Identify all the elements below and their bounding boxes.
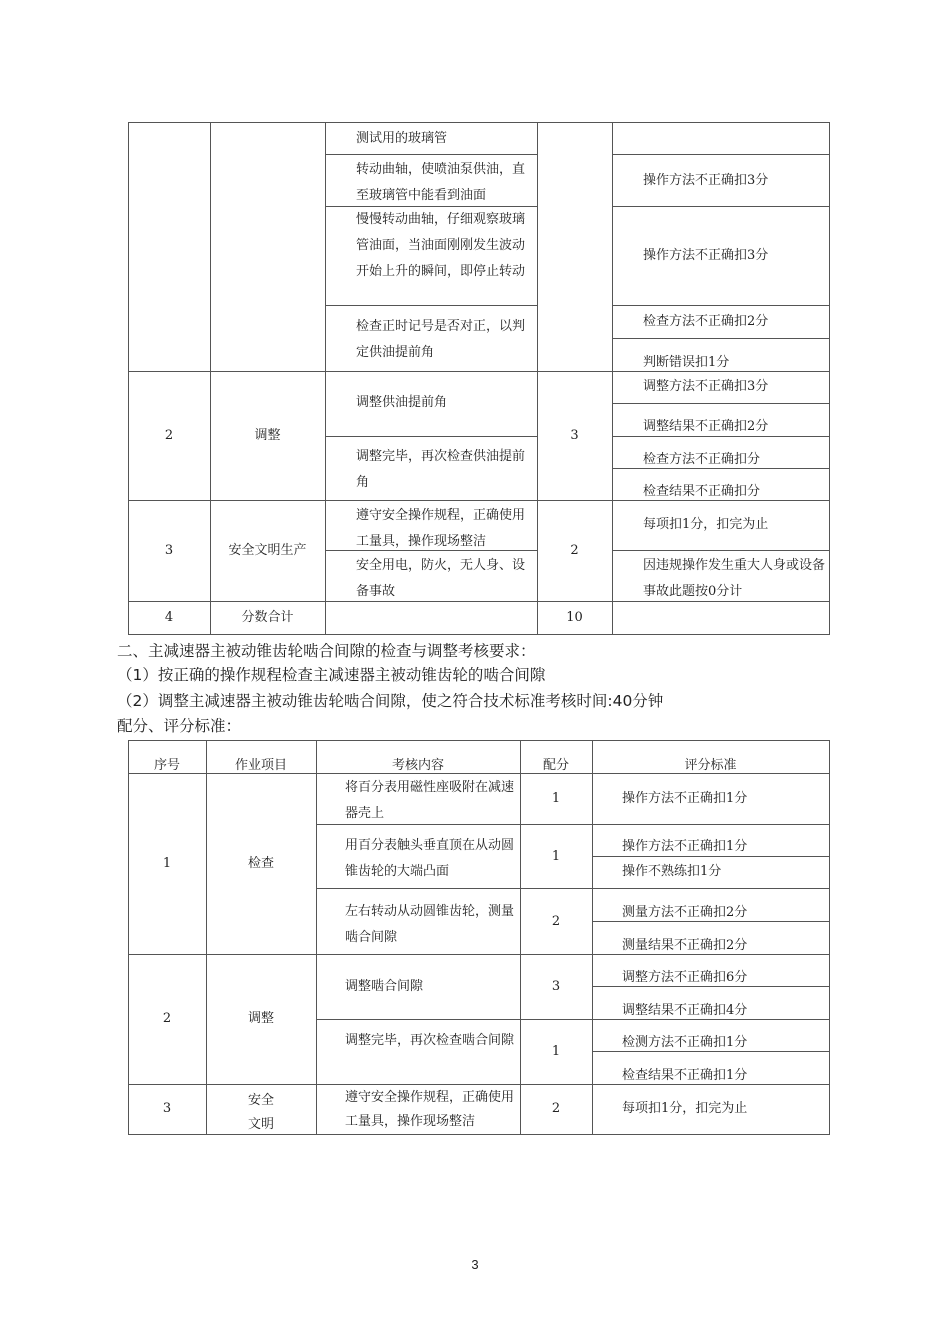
work-item: 调整 (254, 428, 281, 443)
header-standard: 评分标准 (684, 758, 737, 773)
table-cell: 检查正时记号是否对正，以判定供油提前角 (356, 319, 526, 360)
table-cell: 因违规操作发生重大人身或设备事故此题按0分计 (643, 558, 826, 599)
table-cell: 转动曲轴，使喷油泵供油，直至玻璃管中能看到油面 (356, 162, 526, 203)
table-cell: 调整供油提前角 (356, 395, 448, 410)
work-item: 检查 (247, 856, 274, 871)
table-cell: 每项扣1分，扣完为止 (643, 517, 769, 532)
score-cell: 3 (551, 979, 561, 994)
table-cell: 调整啮合间隙 (345, 979, 424, 994)
table-border (612, 122, 613, 635)
table-border (612, 550, 830, 551)
score-cell: 1 (551, 849, 561, 864)
table-border (128, 122, 830, 123)
table-border (829, 740, 830, 1135)
scoring-label: 配分、评分标准： (117, 717, 242, 735)
table-cell: 用百分表触头垂直顶在从动圆锥齿轮的大端凸面 (345, 838, 515, 879)
score-cell: 2 (551, 1101, 561, 1116)
total-score: 10 (566, 610, 583, 625)
table-cell: 调整方法不正确扣3分 (643, 379, 769, 394)
table-border (128, 634, 830, 635)
table-cell: 测量结果不正确扣2分 (622, 938, 748, 953)
table-border (128, 740, 830, 741)
table-cell: 遵守安全操作规程，正确使用工量具，操作现场整洁 (356, 508, 526, 549)
table-cell: 操作方法不正确扣1分 (622, 791, 748, 806)
row-number: 3 (162, 1101, 172, 1116)
requirement-2: （2）调整主减速器主被动锥齿轮啮合间隙，使之符合技术标准考核时间:40分钟 (117, 692, 664, 710)
table-cell: 操作方法不正确扣1分 (622, 839, 748, 854)
table-border (128, 740, 129, 1135)
table-border (612, 206, 830, 207)
row-number: 2 (164, 428, 174, 443)
table-border (592, 740, 593, 1135)
table-cell: 检查结果不正确扣分 (643, 484, 761, 499)
table-border (325, 122, 326, 635)
row-number: 2 (162, 1011, 172, 1026)
table-cell: 调整完毕，再次检查供油提前角 (356, 449, 526, 490)
table-cell: 将百分表用磁性座吸附在减速器壳上 (345, 780, 515, 821)
header-number: 序号 (153, 758, 180, 773)
page-number: 3 (471, 1257, 479, 1272)
score-cell: 1 (551, 791, 561, 806)
table-cell: 每项扣1分，扣完为止 (622, 1101, 748, 1116)
row-number: 4 (164, 610, 174, 625)
table-cell: 遵守安全操作规程，正确使用工量具，操作现场整洁 (345, 1090, 515, 1129)
table-border (325, 436, 537, 437)
table-border (316, 740, 317, 1135)
table-cell: 判断错误扣1分 (643, 355, 730, 370)
header-score: 配分 (542, 758, 569, 773)
table-border (316, 888, 830, 889)
table-cell: 操作方法不正确扣3分 (643, 248, 769, 263)
table-cell: 测试用的玻璃管 (356, 131, 448, 146)
table-cell: 慢慢转动曲轴，仔细观察玻璃管油面，当油面刚刚发生波动开始上升的瞬间，即停止转动 (356, 212, 526, 279)
header-content: 考核内容 (391, 758, 444, 773)
table-cell: 调整结果不正确扣2分 (643, 419, 769, 434)
table-border (325, 305, 537, 306)
work-item-line-1: 安全 (247, 1093, 274, 1108)
table-cell: 检查结果不正确扣1分 (622, 1068, 748, 1083)
score-cell: 2 (570, 543, 579, 558)
table-cell: 检查方法不正确扣分 (643, 452, 761, 467)
table-border (206, 740, 207, 1135)
table-cell: 测量方法不正确扣2分 (622, 905, 748, 920)
row-number: 3 (164, 543, 174, 558)
table-cell: 左右转动从动圆锥齿轮，测量啮合间隙 (345, 904, 515, 945)
work-item: 安全文明生产 (228, 543, 307, 558)
table-cell: 安全用电，防火，无人身、设备事故 (356, 558, 526, 599)
table-cell: 操作不熟练扣1分 (622, 864, 722, 879)
table-cell: 调整方法不正确扣6分 (622, 970, 748, 985)
table-border (829, 122, 830, 635)
table-cell: 检查方法不正确扣2分 (643, 314, 769, 329)
total-label: 分数合计 (241, 610, 294, 625)
table-border (612, 338, 830, 339)
table-border (612, 403, 830, 404)
header-item: 作业项目 (234, 758, 287, 773)
table-border (612, 305, 830, 306)
table-cell: 检测方法不正确扣1分 (622, 1035, 748, 1050)
requirement-1: （1）按正确的操作规程检查主减速器主被动锥齿轮的啮合间隙 (117, 666, 546, 684)
work-item: 调整 (247, 1011, 274, 1026)
section-heading: 二、主减速器主被动锥齿轮啮合间隙的检查与调整考核要求： (117, 642, 536, 660)
table-cell: 调整结果不正确扣4分 (622, 1003, 748, 1018)
table-cell: 调整完毕，再次检查啮合间隙 (345, 1033, 515, 1048)
table-border (325, 154, 537, 155)
work-item-line-2: 文明 (247, 1117, 274, 1132)
score-cell: 3 (570, 428, 579, 443)
table-border (612, 154, 830, 155)
table-cell: 操作方法不正确扣3分 (643, 173, 769, 188)
score-cell: 1 (551, 1044, 561, 1059)
score-cell: 2 (551, 914, 561, 929)
row-number: 1 (162, 856, 172, 871)
